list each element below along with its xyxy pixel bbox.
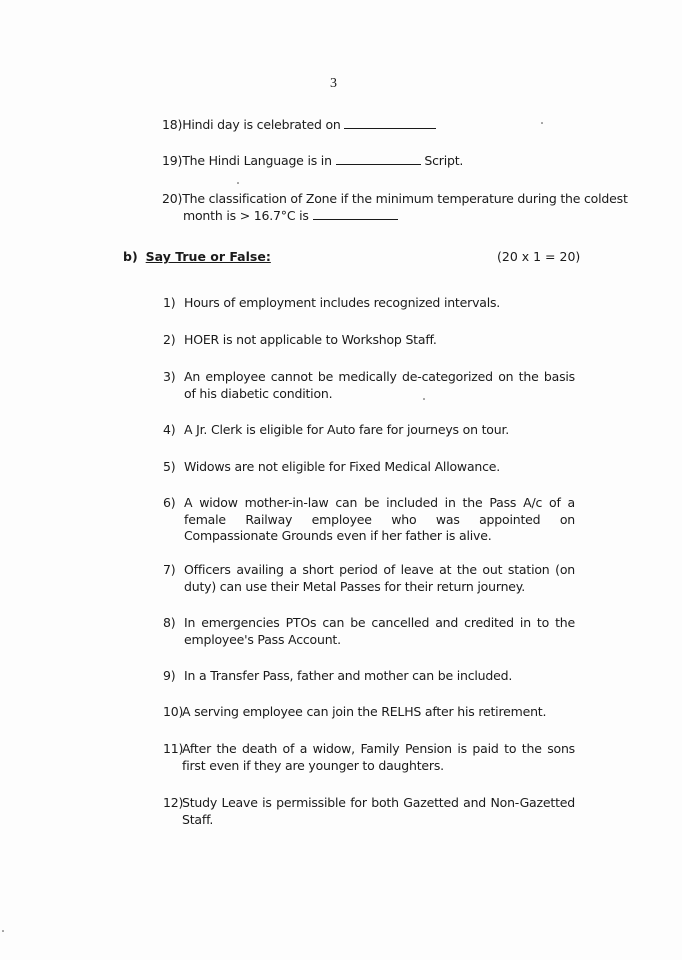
tf-item-8 — [163, 615, 575, 648]
scan-speck — [423, 398, 425, 400]
question-19 — [162, 152, 463, 169]
item-text: A serving employee can join the RELHS after his retirement. — [182, 704, 547, 719]
section-title: Say True or False: — [145, 249, 271, 264]
tf-item-9 — [163, 668, 575, 685]
question-number: 18) — [162, 117, 183, 132]
item-number: 6) — [163, 495, 176, 510]
section-heading — [123, 249, 271, 264]
question-text: The Hindi Language is in — [182, 153, 332, 168]
answer-blank — [336, 152, 421, 165]
tf-item-4 — [163, 422, 575, 439]
tf-item-7 — [163, 562, 575, 595]
item-text: Widows are not eligible for Fixed Medical Allowance. — [184, 459, 501, 474]
section-label: b) — [123, 249, 138, 264]
item-number: 7) — [163, 562, 176, 577]
tf-item-12 — [163, 795, 575, 828]
scan-speck — [541, 122, 543, 124]
scan-speck — [237, 182, 239, 184]
question-number: 20) — [162, 191, 183, 206]
item-number: 5) — [163, 459, 176, 474]
question-text: Hindi day is celebrated on — [182, 117, 341, 132]
item-text: In a Transfer Pass, father and mother can be included. — [184, 668, 513, 683]
question-20-line2 — [183, 207, 398, 224]
item-text: An employee cannot be medically de-categorized on the basis of his diabetic condition. — [184, 369, 575, 401]
item-text: Study Leave is permissible for both Gazetted and Non-Gazetted Staff. — [182, 795, 575, 827]
item-number: 4) — [163, 422, 176, 437]
scan-speck — [2, 930, 4, 932]
question-18 — [162, 116, 436, 133]
question-text-line1: The classification of Zone if the minimum temperature during the coldest — [182, 191, 628, 206]
tf-item-11 — [163, 741, 575, 774]
question-20 — [162, 190, 628, 207]
tf-item-2 — [163, 332, 575, 349]
item-number: 12) — [163, 795, 184, 810]
item-text: HOER is not applicable to Workshop Staff. — [184, 332, 437, 347]
page-number: 3 — [330, 76, 337, 91]
tf-item-1 — [163, 295, 575, 312]
item-text: Hours of employment includes recognized intervals. — [184, 295, 501, 310]
item-number: 10) — [163, 704, 184, 719]
question-text-line2: month is > 16.7°C is — [183, 208, 309, 223]
item-number: 2) — [163, 332, 176, 347]
item-number: 8) — [163, 615, 176, 630]
item-number: 9) — [163, 668, 176, 683]
answer-blank — [344, 116, 436, 129]
item-text: Officers availing a short period of leave at the out station (on duty) can use their Metal Passes for their return journey. — [184, 562, 575, 594]
item-text: A Jr. Clerk is eligible for Auto fare for journeys on tour. — [184, 422, 510, 437]
item-text: A widow mother-in-law can be included in the Pass A/c of a female Railway employee who was appointed on Compassionate Grounds even if her father is alive. — [184, 495, 575, 543]
tf-item-5 — [163, 459, 575, 476]
question-number: 19) — [162, 153, 183, 168]
tf-item-10 — [163, 704, 575, 721]
item-number: 11) — [163, 741, 184, 756]
answer-blank — [313, 207, 398, 220]
tf-item-6 — [163, 495, 575, 545]
question-text-after: Script. — [424, 153, 464, 168]
item-text: After the death of a widow, Family Pension is paid to the sons first even if they are younger to daughters. — [182, 741, 575, 773]
item-text: In emergencies PTOs can be cancelled and credited in to the employee's Pass Account. — [184, 615, 575, 647]
item-number: 3) — [163, 369, 176, 384]
item-number: 1) — [163, 295, 176, 310]
section-marks: (20 x 1 = 20) — [497, 249, 581, 264]
tf-item-3 — [163, 369, 575, 402]
